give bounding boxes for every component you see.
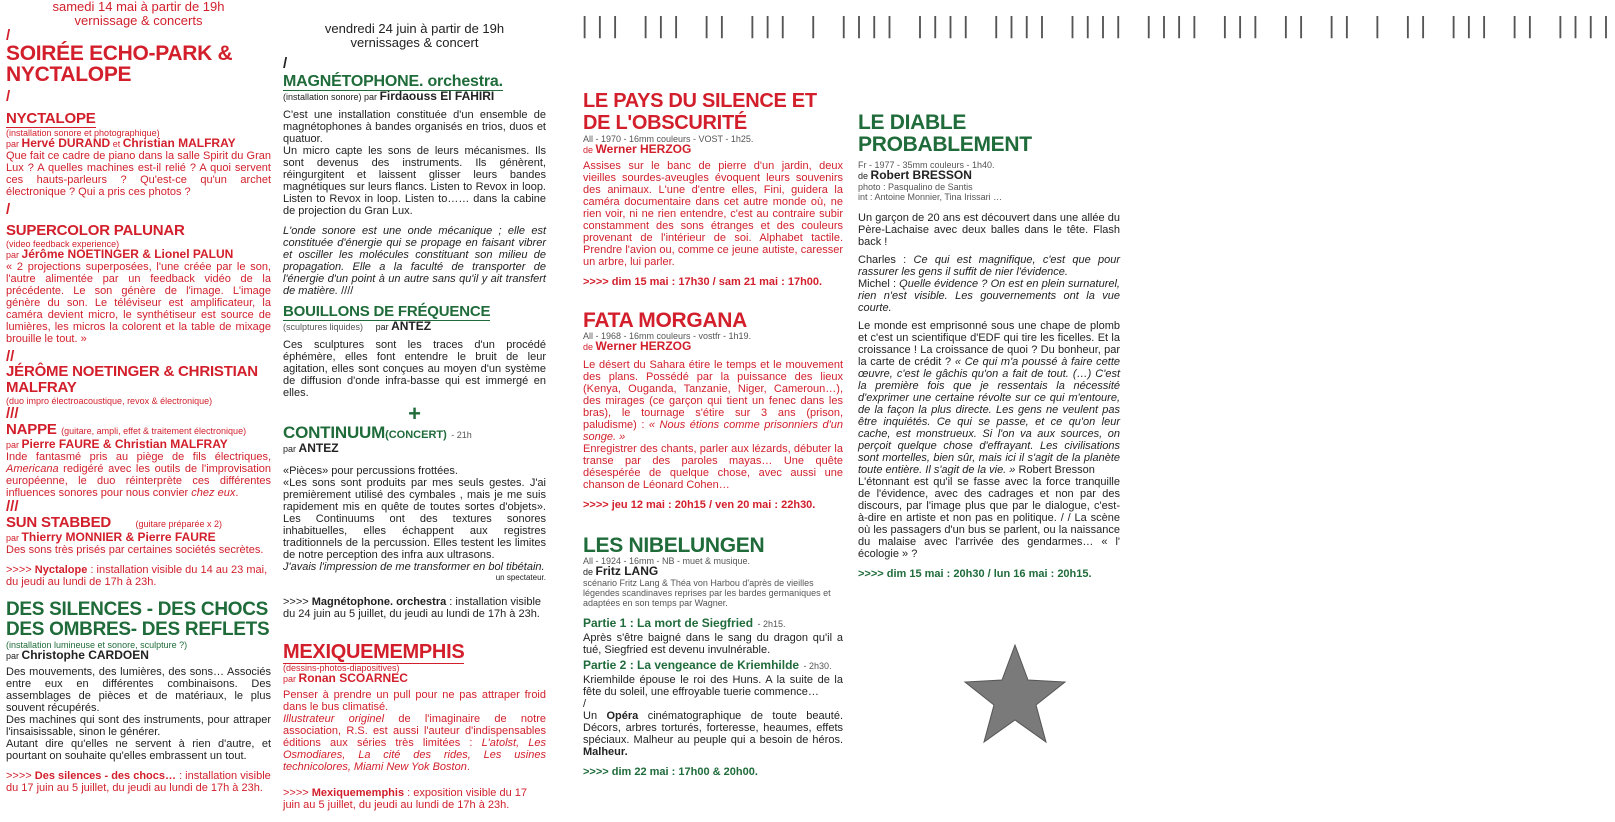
column-2 [283, 22, 546, 811]
jerome-sub: (duo impro électroacoustique, revox & électronique) [6, 396, 213, 406]
nyctalope-by: par Hervé DURAND et Christian MALFRAY [6, 136, 236, 150]
jerome-title: JÉRÔME NOETINGER & CHRISTIAN MALFRAY [6, 363, 258, 396]
nyctalope-title: NYCTALOPE [6, 110, 96, 127]
diable-text2: Charles : Ce qui est magnifique, c'est que pour rassurer les gens il suffit de nier l'évidence. [858, 254, 1120, 278]
silences-info: >>>> Des silences - des chocs… : installation visible du 17 juin au 5 juillet, du jeudi au lundi de 17h à 23h. [6, 770, 271, 794]
magneto-title: MAGNÉTOPHONE. orchestra. [283, 73, 503, 90]
slash: /// [6, 405, 19, 422]
magneto-by: (installation sonore) par Firdaouss El FAHIRI [283, 89, 495, 103]
slash: / [283, 55, 288, 72]
mexique-sub: (dessins-photos-diapositives) [283, 663, 400, 673]
mexique-text2: Illustrateur originel de l'imaginaire de notre association, R.S. est aussi l'auteur d'indispensables éditions aux séries très limitées : L'atolst, Les Osmodiares, La cité des rides, Les usines technicolores, Miami New Yok Boston. [283, 713, 547, 773]
slash: / [6, 88, 11, 105]
fata-title: FATA MORGANA [583, 309, 747, 332]
nib-credits: scénario Fritz Lang & Théa von Harbou d'après de vieilles légendes scandinaves reprises par les bardes germaniques et adaptées en son temps par Wagner. [583, 578, 831, 608]
nappe-title: NAPPE [6, 421, 57, 438]
diable-by: de Robert BRESSON [858, 168, 972, 182]
star-stamp-icon [960, 640, 1070, 750]
nib-slash: / [583, 698, 587, 710]
silences-text2: Des machines qui sont des instruments, pour attraper l'insaisissable, sinon le générer. [6, 714, 271, 738]
diable-text3: Michel : Quelle évidence ? On est en plein surnaturel, rien n'est visible. Les gouvernements ont la vue courte. [858, 278, 1120, 314]
diable-photo: photo : Pasqualino de Santis [858, 182, 973, 192]
mexique-title: MEXIQUEMEMPHIS [283, 641, 465, 663]
pays-info: >>>> dim 15 mai : 17h30 / sam 21 mai : 17h00. [583, 276, 823, 288]
nappe-by: par Pierre FAURE & Christian MALFRAY [6, 437, 228, 451]
diable-meta: Fr - 1977 - 35mm couleurs - 1h40. [858, 160, 995, 170]
sun-sub: (guitare préparée x 2) [135, 519, 223, 529]
tally-marks: ||| ||| || ||| | |||| |||| |||| |||| |||| ||| || || | || ||| || |||| [578, 14, 1615, 39]
continuum-text1: «Pièces» pour percussions frottées. [283, 465, 458, 477]
fata-meta: All - 1968 - 16mm couleurs - vostfr - 1h19. [583, 331, 752, 341]
column-4 [858, 112, 1120, 580]
slash: // [6, 348, 15, 365]
event-date: samedi 14 mai à partir de 19h [52, 0, 225, 14]
supercolor-by: par Jérôme NOETINGER & Lionel PALUN [6, 247, 234, 261]
continuum-text2: «Les sons sont produits par mes seuls gestes. J'ai premièrement utilisé des cymbales , mais je me suis rapidement mis en quête de toutes sortes d'objets». Les Continuums ont des textures sonores inhabituelles, elles échappent aux registres traditionnels de la percussion. Elles testent les limites de notre perception des infra aux ultrasons. [283, 477, 546, 561]
event-date: vendredi 24 juin à partir de 19h [324, 21, 505, 36]
nib-by: de Fritz LANG [583, 564, 659, 578]
nappe-sub: (guitare, ampli, effet & traitement électronique) [61, 426, 247, 436]
nib-info: >>>> dim 22 mai : 17h00 & 20h00. [583, 766, 758, 778]
sun-title: SUN STABBED [6, 514, 112, 531]
magneto-text1: C'est une installation constituée d'un ensemble de magnétophones à bandes organisés en trios, duos et quatuor. [283, 109, 546, 145]
fata-info: >>>> jeu 12 mai : 20h15 / ven 20 mai : 22h30. [583, 499, 816, 511]
nyctalope-sub: (installation sonore et photographique) [6, 128, 160, 138]
nyctalope-info: >>>> Nyctalope : installation visible du 14 au 23 mai, du jeudi au lundi de 17h à 23h. [6, 564, 268, 588]
nib-p1-text: Après s'être baigné dans le sang du dragon qu'il a tué, Siegfried est devenu invulnérable. [583, 632, 843, 656]
continuum-heading: CONTINUUM(CONCERT) - 21h [283, 423, 472, 442]
diable-text5: L'étonnant est qu'il se fasse avec la force tranquille de l'évidence, avec des cadrages et non par des discours, par l'image plus que par le dialogue, c'est-à-dire en artiste et non pas en politique. / / La scène où les passagers d'un bus se parlent, ou la naissance du malaise avec l'arrivée des gendarmes… « l' écologie » ? [858, 476, 1120, 560]
slash: / [6, 201, 11, 218]
fata-text1: Le désert du Sahara étire le temps et le mouvement des plans. Possédé par la puissance des lieux (Kenya, Ouganda, Tanzanie, Niger, Cameroun…), des mirages (ce garçon qui tient un fenec dans les bras), le tournage s'étire sur 3 ans (prison, paludisme) : « Nous étions comme prisonniers d'un songe. » [583, 359, 844, 443]
event-sub: vernissages & concert [350, 35, 479, 50]
bouillons-text: Ces sculptures sont les traces d'un procédé éphémère, elles font entendre le bruit de leur agitation, elles sont conçues au moyen d'un système de diffusion d'onde infra-basse qui est immergé en elles. [283, 339, 546, 399]
pays-title: LE PAYS DU SILENCE ET DE L'OBSCURITÉ [583, 90, 817, 134]
magneto-text2: Un micro capte les sons de leurs mécanismes. Ils sont devenus des instruments. Ils génèrent, réingurgitent et laissent glisser leurs bandes magnétiques sur leurs flancs. Listen to Revox in loop. Listen to Revox in loop. Listen to…… dans la cabine de projection du Gran Lux. [283, 145, 546, 217]
pays-text: Assises sur le banc de pierre d'un jardin, deux vieilles sourdes-aveugles évoquent leurs souvenirs des animaux. L'une d'entre elles, Fini, guidera la caméra documentaire dans cet autre monde où, ne rien voir, ni ne rien entendre, c'est au contraire subir constamment des sons étranges et des couleurs provenant de l'intérieur de soi. Alphabet tactile. Prendre l'avion ou, comme ce jeune autiste, caresser un arbre, lui parler. [583, 160, 843, 268]
fata-text2: Enregistrer des chants, parler aux lézards, débuter la transe par des paroles mayas… Une quête désespérée de quelque chose, avec aussi une chanson de Léonard Cohen… [583, 443, 843, 491]
soiree-title: SOIRÉE ECHO-PARK & NYCTALOPE [6, 42, 233, 86]
magneto-info: >>>> Magnétophone. orchestra : installation visible du 24 juin au 5 juillet, du jeudi au lundi de 17h à 23h. [283, 596, 542, 620]
diable-text4: Le monde est emprisonné sous une chape de plomb et c'est un scientifique d'EDF qui tire les ficelles. Et la croissance ! La croissance de quoi ? Du bonheur, par la carte de crédit ? « Ce qui m'a poussé à faire cette œuvre, c'est le gâchis qu'on a fait de tout. (…) C'est la première fois que je ressentais la nécessité d'exprimer une certaine révolte sur ce qui m'entoure, de la façon la plus directe. Les gens ne veulent pas être inquiétés. Ce qui se passe, et ce qu'on leur cache, est monstrueux. Si l'on va aux sources, on perçoit quelque chose d'effrayant. Les civilisations sont mortelles, bien sûr, mais ici il s'agit de la planète toute entière. Il s'agit de la vie. » Robert Bresson [858, 320, 1121, 476]
diable-info: >>>> dim 15 mai : 20h30 / lun 16 mai : 20h15. [858, 568, 1092, 580]
silences-sub: (installation lumineuse et sonore, sculpture ?) [6, 640, 188, 650]
pays-by: de Werner HERZOG [583, 142, 692, 156]
event-sub: vernissage & concerts [74, 13, 203, 28]
continuum-spectator: un spectateur. [495, 573, 546, 582]
continuum-by: par ANTEZ [283, 441, 339, 455]
slash: /// [6, 498, 19, 515]
diable-int: int : Antoine Monnier, Tina Irissari … [858, 192, 1003, 202]
nappe-text: Inde fantasmé pris au piège de fils électriques, Americana redigéré avec les outils de l'improvisation européenne, le duo réinterprète ces différentes influences sonores pour nous convier chez eux. [6, 451, 271, 499]
fata-by: de Werner HERZOG [583, 339, 692, 353]
silences-text1: Des mouvements, des lumières, des sons… Associés entre eux en différentes combinaisons. Des assemblages de pièces et de matériaux, le plus souvent récupérés. [6, 666, 271, 714]
pays-meta: All - 1970 - 16mm couleurs - VOST - 1h25. [583, 134, 754, 144]
supercolor-sub: (video feedback experience) [6, 239, 120, 249]
nib-opera: Un Opéra cinématographique de toute beauté. Décors, arbres torturés, forteresse, heaumes, effets spéciaux. Malheur au peuple qui a besoin de héros. Malheur. [583, 710, 843, 758]
supercolor-text: « 2 projections superposées, l'une créée par le son, l'autre alimentée par un feedback vidéo de la précédente. Le son génère de l'image. L'image génère du son. Le téléviseur est amplificateur, la caméra devient micro, le synthétiseur est source de lumières, les micros la colorent et la table de mixage brouille le tout. » [6, 261, 271, 345]
silences-text3: Autant dire qu'elles ne servent à rien d'autre, et pourtant on souhaite qu'elles embrassent un tout. [6, 738, 271, 762]
plus-sign: + [408, 401, 421, 426]
column-1 [6, 0, 271, 794]
silences-title: DES SILENCES - DES CHOCS DES OMBRES- DES REFLETS [6, 599, 270, 640]
nib-meta: All - 1924 - 16mm - NB - muet & musique. [583, 556, 751, 566]
diable-title: LE DIABLE PROBABLEMENT [858, 111, 1032, 156]
diable-text1: Un garçon de 20 ans est découvert dans une allée du Père-Lachaise avec deux balles dans le tête. Flash back ! [858, 212, 1120, 248]
silences-by: par Christophe CARDOEN [6, 648, 149, 662]
nib-part1: Partie 1 : La mort de Siegfried - 2h15. [583, 616, 786, 630]
slash: / [6, 27, 11, 44]
mexique-by: par Ronan SCOARNEC [283, 671, 408, 685]
nib-title: LES NIBELUNGEN [583, 534, 765, 557]
bouillons-title: BOUILLONS DE FRÉQUENCE [283, 303, 491, 320]
supercolor-title: SUPERCOLOR PALUNAR [6, 222, 185, 239]
magneto-text3: L'onde sonore est une onde mécanique ; elle est constituée d'énergie qui se propage en faisant vibrer et osciller les molécules constituant son milieu de propagation. Elle a la faculté de transporter de l'énergie d'un point à un autre sans qu'il y ait transfert de matière. //// [283, 225, 546, 297]
sun-by: par Thierry MONNIER & Pierre FAURE [6, 530, 216, 544]
continuum-text3: J'avais l'impression de me transformer en bol tibétain. [283, 561, 545, 573]
mexique-text1: Penser à prendre un pull pour ne pas attraper froid dans le bus climatisé. [283, 689, 546, 713]
nyctalope-text: Que fait ce cadre de piano dans la salle Spirit du Gran Lux ? A quelles machines est-il relié ? A quoi servent ces hauts-parleurs ? Qu'est-ce qu'un archet électronique ? Qui a pris ces photos ? [6, 150, 271, 198]
nib-part2: Partie 2 : La vengeance de Kriemhilde - 2h30. [583, 658, 832, 672]
bouillons-by: (sculptures liquides) par ANTEZ [283, 319, 432, 333]
column-3 [583, 90, 843, 778]
nib-p2-text: Kriemhilde épouse le roi des Huns. A la suite de la fête du soleil, une effroyable tuerie commence… [583, 674, 843, 698]
sun-text: Des sons très prisés par certaines sociétés secrètes. [6, 544, 264, 556]
mexique-info: >>>> Mexiquememphis : exposition visible du 17 juin au 5 juillet, du jeudi au lundi de 17h à 23h. [283, 787, 527, 811]
